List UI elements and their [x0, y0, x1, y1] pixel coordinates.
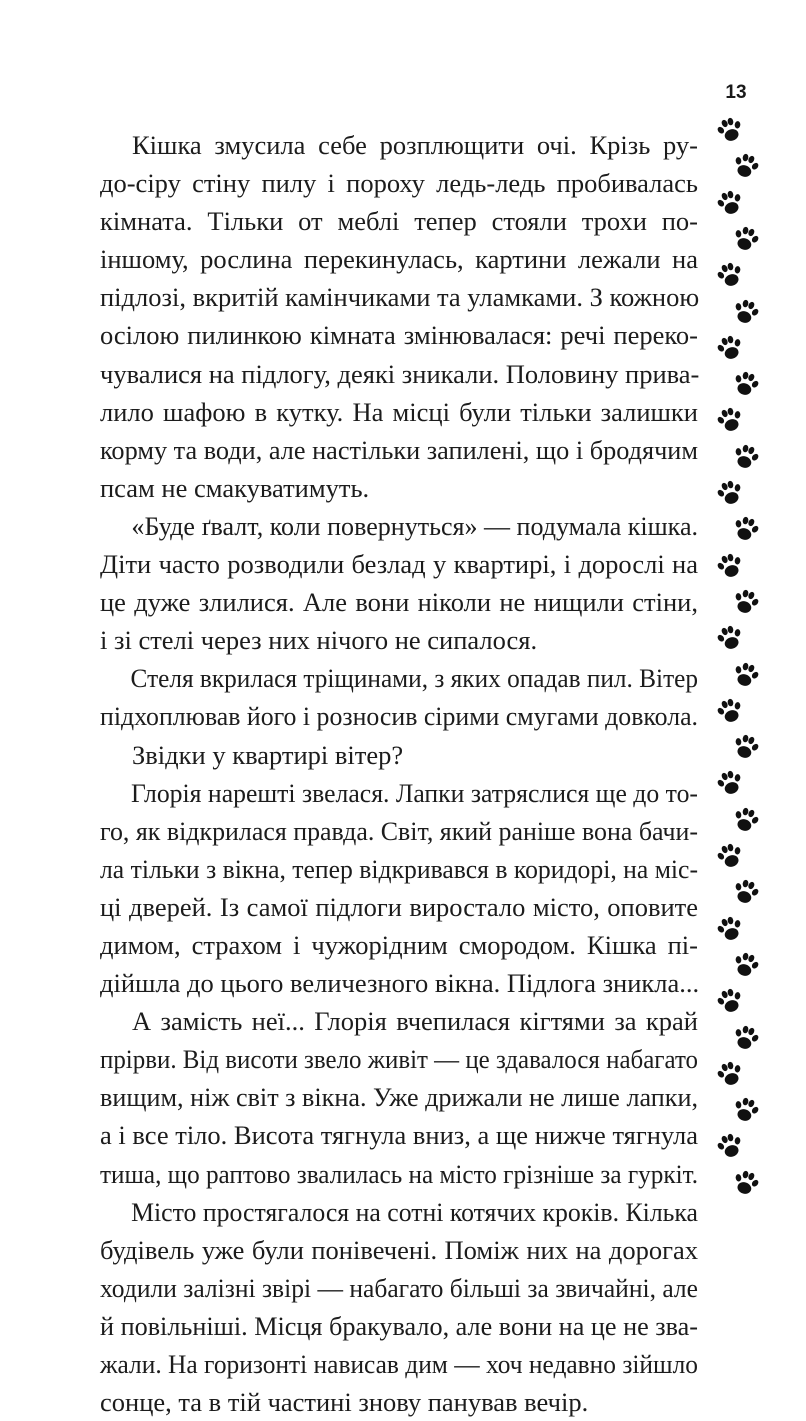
text-line: ці дверей. Із самої підлоги виростало місто, оповите [100, 891, 698, 922]
paw-print-icon [728, 294, 763, 329]
text-line: це дуже злилися. Але вони ніколи не нищили стіни, [100, 587, 698, 618]
text-line: «Буде ґвалт, коли повернуться» — подумала кішка. [131, 510, 699, 541]
text-line: і зі стелі через них нічого не сипалося. [100, 625, 538, 656]
text-line: го, як відкрилася правда. Світ, який раніше вона бачи- [100, 815, 698, 846]
paw-print-icon [728, 366, 763, 401]
paw-print-icon [728, 512, 763, 547]
paw-print-icon [712, 621, 747, 656]
text-line: й повільніші. Місця бракувало, але вони на це не зва- [100, 1310, 698, 1341]
text-line: ла тільки з вікна, тепер відкривався в коридорі, на міс- [100, 853, 698, 884]
paw-print-icon [728, 657, 763, 692]
paw-print-icon [712, 911, 747, 946]
text-line: дійшла до цього величезного вікна. Підлога зникла... [100, 968, 700, 999]
paw-print-icon [712, 112, 747, 147]
text-line: А замість неї... Глорія вчепилася кігтями за край [132, 1006, 698, 1037]
paw-print-icon [712, 693, 747, 728]
text-line: жали. На горизонті нависав дим — хоч недавно зійшло [100, 1349, 698, 1379]
text-line: тиша, що раптово звалилась на місто грізніше за гуркіт. [100, 1158, 698, 1189]
paw-print-icon [712, 838, 747, 873]
text-line: димом, страхом і чужорідним смородом. Кішка пі- [100, 929, 698, 960]
paw-print-icon [728, 947, 763, 982]
paw-print-icon [728, 1165, 763, 1200]
body-text [100, 126, 698, 1421]
paw-print-icon [712, 185, 747, 220]
paw-print-icon [712, 403, 747, 438]
text-line: лило шафою в кутку. На місці були тільки залишки [100, 396, 698, 427]
paw-print-icon [712, 475, 747, 510]
text-line: чувалися на підлогу, деякі зникали. Половину прива- [100, 358, 700, 389]
text-line: будівель уже були понівечені. Поміж них на дорогах [100, 1234, 698, 1265]
text-line: кімната. Тільки от меблі тепер стояли трохи по- [100, 206, 698, 237]
text-line: ходили залізні звірі — набагато більші за звичайні, але [100, 1272, 698, 1303]
paw-print-icon [728, 729, 763, 764]
paw-print-icon [728, 875, 763, 910]
paw-print-icon [712, 1129, 747, 1164]
paw-print-icon [712, 766, 747, 801]
paw-print-strip [708, 116, 778, 1206]
paw-print-icon [728, 802, 763, 837]
text-line: Кішка змусила себе розплющити очі. Крізь ру- [132, 130, 698, 160]
text-line: псам не смакуватимуть. [100, 472, 370, 503]
text-line: Місто простягалося на сотні котячих кроків. Кілька [131, 1196, 698, 1227]
paw-print-icon [728, 221, 763, 256]
text-line: осілою пилинкою кімната змінювалася: речі переко- [100, 320, 698, 351]
text-line: підлозі, вкритій камінчиками та уламками. З кожною [100, 282, 700, 313]
text-line: Глорія нарешті звелася. Лапки затряслися ще до то- [131, 777, 698, 808]
page-number: 13 [725, 82, 747, 103]
text-line: Звідки у квартирі вітер? [132, 739, 404, 770]
paw-print-icon [728, 1092, 763, 1127]
text-line: а і все тіло. Висота тягнула вниз, а ще нижче тягнула [100, 1120, 698, 1151]
paw-print-icon [728, 149, 763, 184]
text-line: до-сіру стіну пилу і пороху ледь-ледь пробивалась [100, 168, 698, 199]
text-line: Діти часто розводили безлад у квартирі, і дорослі на [100, 549, 698, 580]
paw-print-icon [728, 439, 763, 474]
paw-print-icon [712, 1056, 747, 1091]
paw-print-icon [712, 548, 747, 583]
text-line: Стеля вкрилася тріщинами, з яких опадав пил. Вітер [130, 663, 698, 694]
paw-print-icon [728, 584, 763, 619]
text-line: іншому, рослина перекинулась, картини лежали на [100, 244, 698, 275]
paw-print-icon [712, 258, 747, 293]
paw-print-icon [712, 984, 747, 1019]
text-line: прірви. Від висоти звело живіт — це здавалося набагато [100, 1044, 698, 1075]
paw-print-icon [728, 1020, 763, 1055]
text-line: вищим, ніж світ з вікна. Уже дрижали не лише лапки, [100, 1082, 698, 1113]
paw-print-icon [712, 330, 747, 365]
text-line: корму та води, але настільки запилені, що і бродячим [100, 434, 698, 465]
text-line: підхоплював його і розносив сірими смугами довкола. [100, 701, 698, 732]
text-line: сонце, та в тій частині знову панував вечір. [100, 1387, 589, 1418]
